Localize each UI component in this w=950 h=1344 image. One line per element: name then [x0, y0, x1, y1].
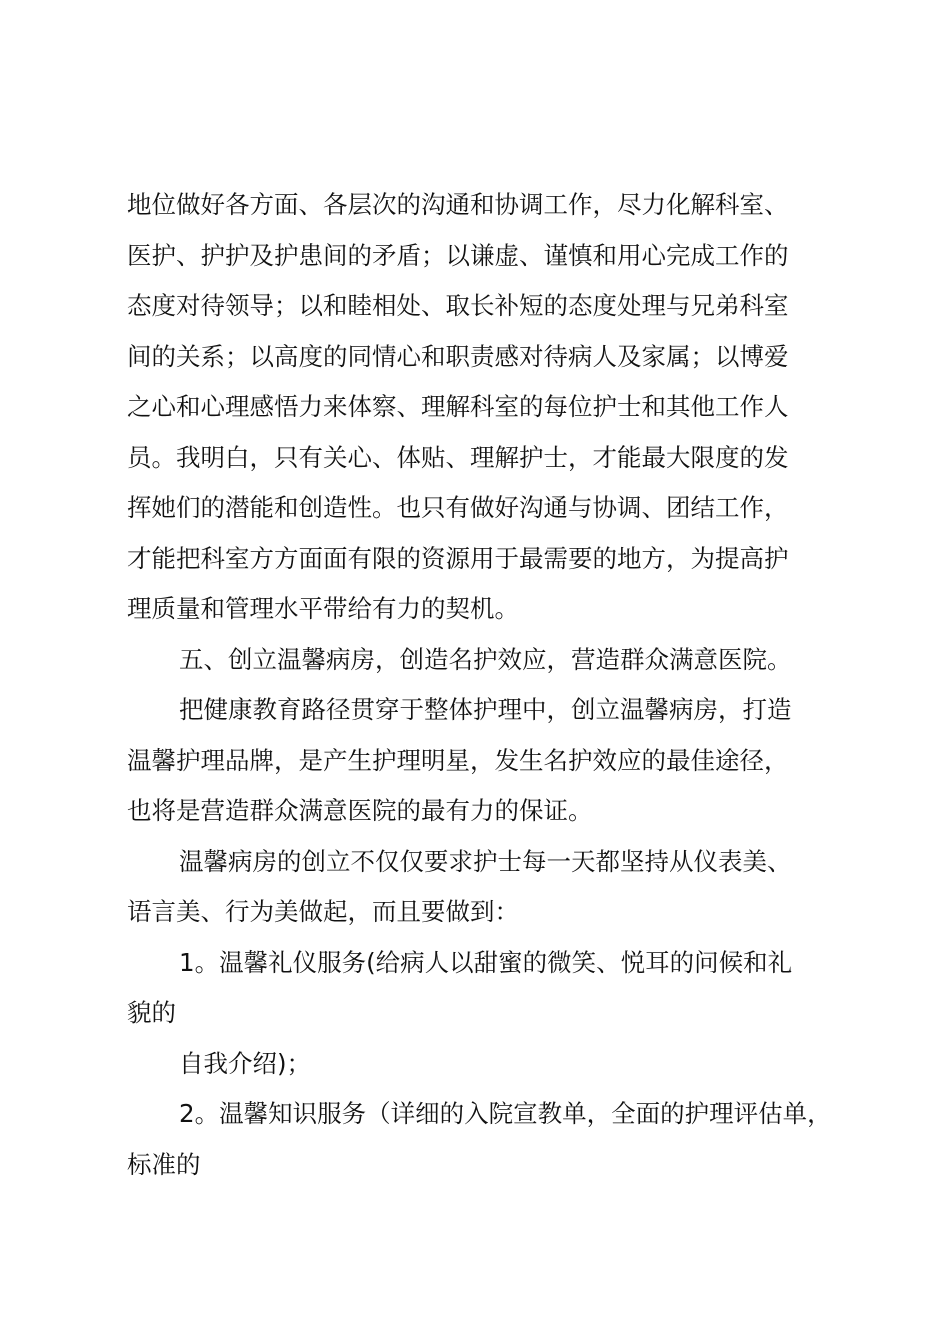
text-line: 医护、护护及护患间的矛盾；以谦虚、谨慎和用心完成工作的 [127, 240, 789, 270]
paragraph-start-line: 把健康教育路径贯穿于整体护理中，创立温馨病房，打造 [179, 695, 792, 724]
list-item-1: 1。温馨礼仪服务(给病人以甜蜜的微笑、悦耳的问候和礼 [179, 947, 793, 977]
text-line: 员。我明白，只有关心、体贴、理解护士，才能最大限度的发 [127, 442, 789, 472]
paragraph-start-line: 温馨病房的创立不仅仅要求护士每一天都坚持从仪表美、 [179, 846, 792, 876]
text-line: 语言美、行为美做起，而且要做到： [127, 897, 519, 926]
text-line: 才能把科室方方面面有限的资源用于最需要的地方，为提高护 [127, 543, 789, 573]
text-line: 标准的 [127, 1149, 201, 1179]
text-line: 之心和心理感悟力来体察、理解科室的每位护士和其他工作人 [127, 392, 789, 421]
list-item-2: 2。温馨知识服务（详细的入院宣教单，全面的护理评估单， [179, 1099, 832, 1128]
text-line: 挥她们的潜能和创造性。也只有做好沟通与协调、团结工作， [127, 493, 789, 522]
text-line: 貌的 [127, 998, 176, 1027]
section-heading: 五、创立温馨病房，创造名护效应，营造群众满意医院。 [179, 644, 792, 674]
text-line: 也将是营造群众满意医院的最有力的保证。 [127, 796, 593, 825]
text-line: 理质量和管理水平带给有力的契机。 [127, 594, 519, 623]
text-line: 间的关系；以高度的同情心和职责感对待病人及家属；以博爱 [127, 341, 789, 371]
text-line: 地位做好各方面、各层次的沟通和协调工作，尽力化解科室、 [127, 190, 789, 219]
text-line: 温馨护理品牌，是产生护理明星，发生名护效应的最佳途径， [127, 745, 789, 775]
text-line: 自我介绍)； [179, 1048, 312, 1078]
body-text [127, 180, 837, 1190]
text-line: 态度对待领导；以和睦相处、取长补短的态度处理与兄弟科室 [127, 291, 789, 320]
